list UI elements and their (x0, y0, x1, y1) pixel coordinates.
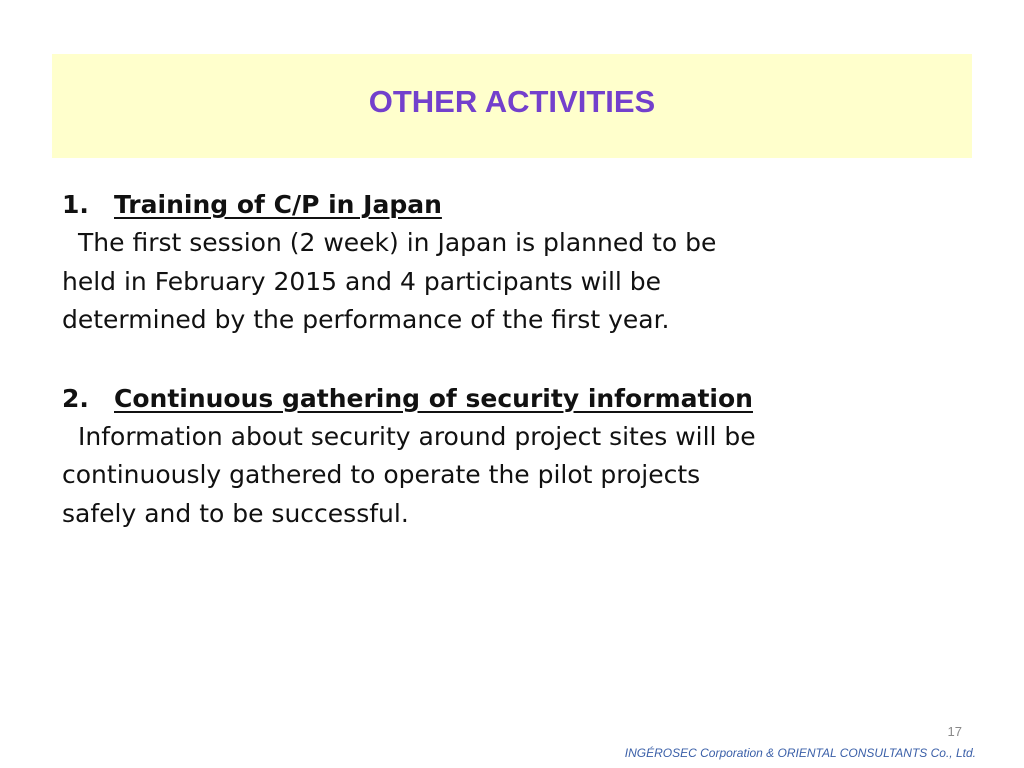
section-heading-text: Continuous gathering of security information (114, 383, 753, 413)
footer-credit: INGÉROSEC Corporation & ORIENTAL CONSULTANTS Co., Ltd. (624, 746, 976, 760)
section-heading (62, 186, 962, 224)
section-number: 2. (62, 383, 89, 413)
body-line: Information about security around project sites will be (78, 421, 756, 451)
section-body (62, 418, 902, 534)
section-body (62, 224, 902, 340)
section-number: 1. (62, 190, 89, 219)
section-heading (62, 380, 962, 418)
section-heading-text: Training of C/P in Japan (114, 190, 442, 219)
body-line: The first session (2 week) in Japan is planned to be (78, 228, 717, 257)
body-line: determined by the performance of the first year. (62, 305, 670, 334)
body-line: continuously gathered to operate the pilot projects (62, 460, 701, 489)
section-security (62, 380, 962, 534)
page-number: 17 (947, 724, 962, 739)
body-line: safely and to be successful. (62, 498, 409, 528)
slide-content (62, 186, 962, 533)
slide-title: OTHER ACTIVITIES (368, 84, 656, 119)
section-training (62, 186, 962, 340)
title-banner (52, 54, 972, 158)
body-line: held in February 2015 and 4 participants will be (62, 266, 662, 296)
